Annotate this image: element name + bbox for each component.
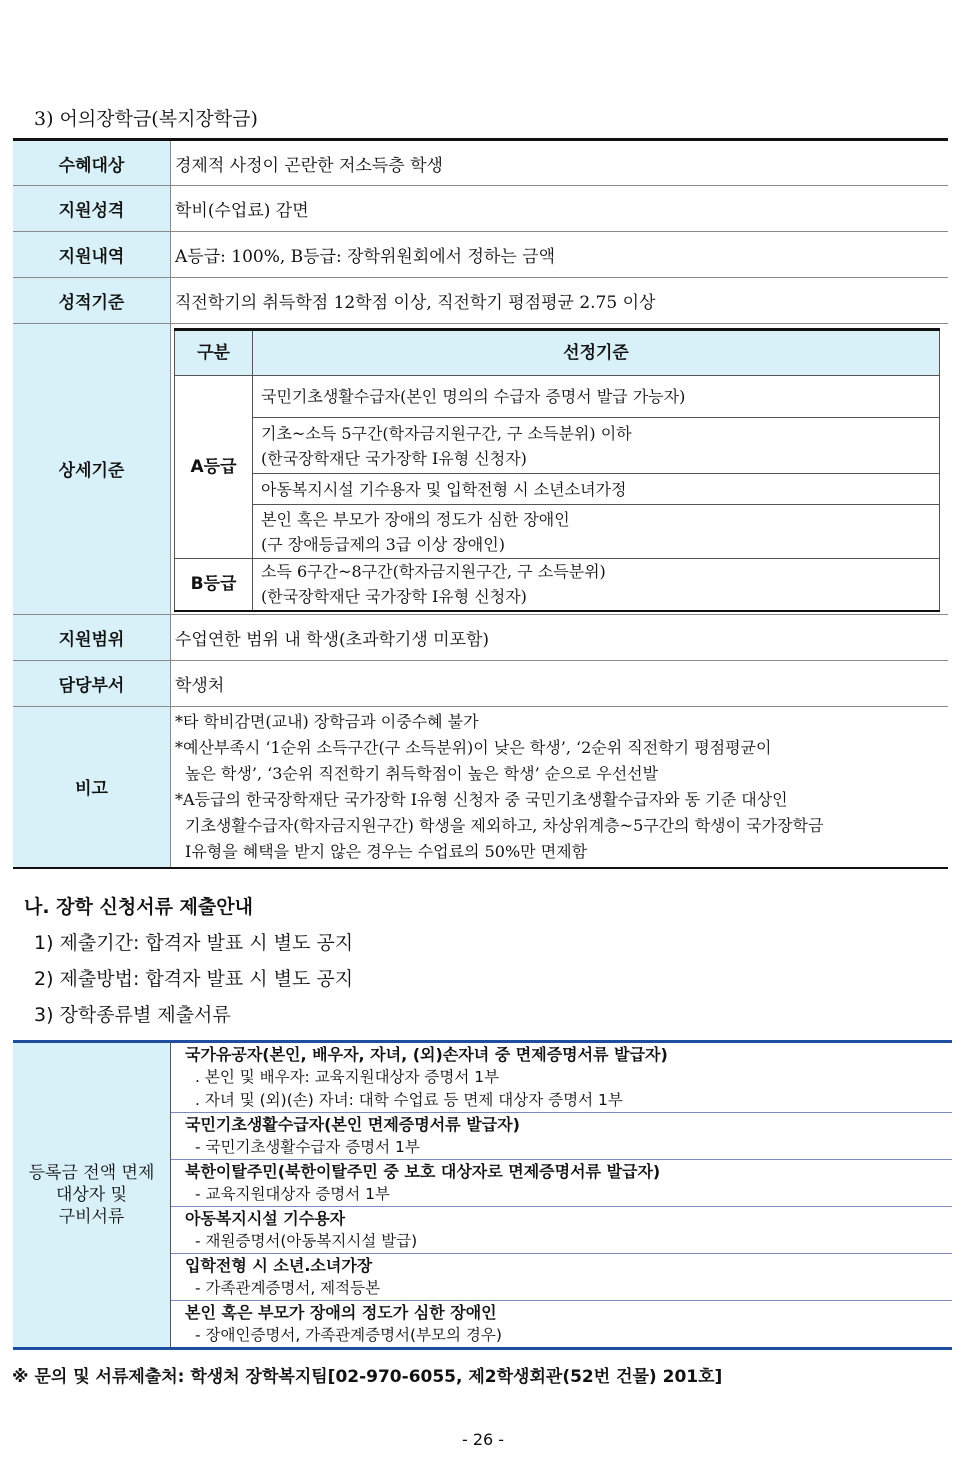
group-line: - 장애인증명서, 가족관계증명서(부모의 경우) — [195, 1326, 502, 1344]
contact-footnote: ※ 문의 및 서류제출처: 학생처 장학복지팀[02-970-6055, 제2학생회관(52번 건물) 201호] — [12, 1367, 723, 1387]
group-title: 국가유공자(본인, 배우자, 자녀, (외)손자녀 중 면제증명서류 발급자) — [185, 1045, 668, 1064]
criteria-line: 기초~소득 5구간(학자금지원구간, 구 소득분위) 이하 — [261, 423, 632, 443]
criteria-row — [175, 376, 940, 418]
criteria-item — [253, 376, 940, 418]
table-row-remarks — [13, 706, 948, 868]
documents-table — [13, 1040, 952, 1350]
group-line: - 교육지원대상자 증명서 1부 — [195, 1185, 390, 1203]
remark-line: *타 학비감면(교내) 장학금과 이중수혜 불가 — [175, 711, 479, 731]
table-row-detail — [13, 324, 948, 615]
group-line: - 재원증명서(아동복지시설 발급) — [195, 1232, 418, 1250]
criteria-header-criteria: 선정기준 — [253, 330, 940, 376]
document-group — [171, 1113, 953, 1160]
row-value: A등급: 100%, B등급: 장학위원회에서 정하는 금액 — [171, 232, 949, 278]
criteria-line: 소득 6구간~8구간(학자금지원구간, 구 소득분위) — [261, 562, 606, 582]
criteria-item — [253, 418, 940, 474]
criteria-item — [253, 474, 940, 505]
remark-line: 기초생활수급자(학자금지원구간) 학생을 제외하고, 차상위계층~5구간의 학생이 국가장학금 — [185, 815, 824, 835]
grade-a-label: A등급 — [175, 376, 253, 559]
criteria-line: 국민기초생활수급자(본인 명의의 수급자 증명서 발급 가능자) — [261, 387, 686, 406]
document-group — [171, 1301, 953, 1349]
group-line: - 가족관계증명서, 제적등본 — [195, 1279, 381, 1297]
remark-line: I유형을 혜택을 받지 않은 경우는 수업료의 50%만 면제함 — [185, 841, 588, 861]
criteria-header-row — [175, 330, 940, 376]
row-label: 담당부서 — [13, 660, 171, 706]
table-row — [13, 660, 948, 706]
criteria-line: (한국장학재단 국가장학 I유형 신청자) — [261, 448, 527, 468]
row-value: 학생처 — [171, 660, 949, 706]
remark-line: *A등급의 한국장학재단 국가장학 I유형 신청자 중 국민기초생활수급자와 동 기준 대상인 — [175, 789, 788, 809]
row-label: 지원범위 — [13, 614, 171, 660]
grade-b-label: B등급 — [175, 559, 253, 611]
group-line: . 본인 및 배우자: 교육지원대상자 증명서 1부 — [195, 1068, 500, 1086]
remarks-cell — [171, 706, 949, 868]
document-group — [171, 1207, 953, 1254]
group-title: 북한이탈주민(북한이탈주민 중 보호 대상자로 면제증명서류 발급자) — [185, 1162, 661, 1181]
scholarship-info-table — [13, 138, 948, 869]
table-row — [13, 186, 948, 232]
criteria-line: 본인 혹은 부모가 장애의 정도가 심한 장애인 — [261, 509, 570, 529]
criteria-row — [175, 505, 940, 559]
criteria-row — [175, 418, 940, 474]
criteria-line: (한국장학재단 국가장학 I유형 신청자) — [261, 587, 527, 607]
group-title: 아동복지시설 기수용자 — [185, 1209, 346, 1228]
table-row — [13, 278, 948, 324]
sub-item: 2) 제출방법: 합격자 발표 시 별도 공지 — [34, 968, 354, 990]
page-number: - 26 - — [461, 1430, 505, 1449]
row-value: 수업연한 범위 내 학생(초과학기생 미포함) — [171, 614, 949, 660]
group-title: 국민기초생활수급자(본인 면제증명서류 발급자) — [185, 1115, 520, 1134]
criteria-row — [175, 559, 940, 611]
criteria-line: 아동복지시설 기수용자 및 입학전형 시 소년소녀가정 — [261, 479, 627, 499]
label-line: 구비서류 — [58, 1207, 125, 1227]
row-label: 수혜대상 — [13, 140, 171, 186]
documents-label — [13, 1042, 171, 1349]
section-title: 나. 장학 신청서류 제출안내 — [24, 896, 253, 918]
row-value: 직전학기의 취득학점 12학점 이상, 직전학기 평점평균 2.75 이상 — [171, 278, 949, 324]
criteria-header-grade: 구분 — [175, 330, 253, 376]
criteria-line: (구 장애등급제의 3급 이상 장애인) — [261, 534, 505, 554]
sub-item: 3) 장학종류별 제출서류 — [34, 1004, 231, 1026]
table-row — [13, 1042, 952, 1113]
table-row — [13, 232, 948, 278]
group-title: 입학전형 시 소년.소녀가장 — [185, 1256, 373, 1275]
remark-line: 높은 학생’, ‘3순위 직전학기 취득학점이 높은 학생’ 순으로 우선선발 — [185, 763, 659, 783]
row-label: 지원성격 — [13, 186, 171, 232]
row-label: 성적기준 — [13, 278, 171, 324]
criteria-table — [174, 328, 940, 612]
document-group — [171, 1254, 953, 1301]
criteria-item — [253, 505, 940, 559]
row-label: 지원내역 — [13, 232, 171, 278]
label-line: 등록금 전액 면제 — [28, 1163, 155, 1183]
document-group — [171, 1160, 953, 1207]
criteria-item — [253, 559, 940, 611]
table-row — [13, 614, 948, 660]
row-label: 비고 — [13, 706, 171, 868]
table-row — [13, 140, 948, 186]
group-line: - 국민기초생활수급자 증명서 1부 — [195, 1138, 420, 1156]
detail-cell — [171, 324, 949, 615]
group-title: 본인 혹은 부모가 장애의 정도가 심한 장애인 — [185, 1303, 497, 1322]
remark-line: *예산부족시 ‘1순위 소득구간(구 소득분위)이 낮은 학생’, ‘2순위 직전학기 평점평균이 — [175, 737, 772, 757]
label-line: 대상자 및 — [55, 1185, 128, 1205]
row-label: 상세기준 — [13, 324, 171, 615]
section-title: 3) 어의장학금(복지장학금) — [34, 108, 258, 130]
sub-item: 1) 제출기간: 합격자 발표 시 별도 공지 — [34, 932, 354, 954]
document-group — [171, 1042, 953, 1113]
row-value: 경제적 사정이 곤란한 저소득층 학생 — [171, 140, 949, 186]
criteria-row — [175, 474, 940, 505]
row-value: 학비(수업료) 감면 — [171, 186, 949, 232]
group-line: . 자녀 및 (외)(손) 자녀: 대학 수업료 등 면제 대상자 증명서 1부 — [195, 1091, 623, 1109]
